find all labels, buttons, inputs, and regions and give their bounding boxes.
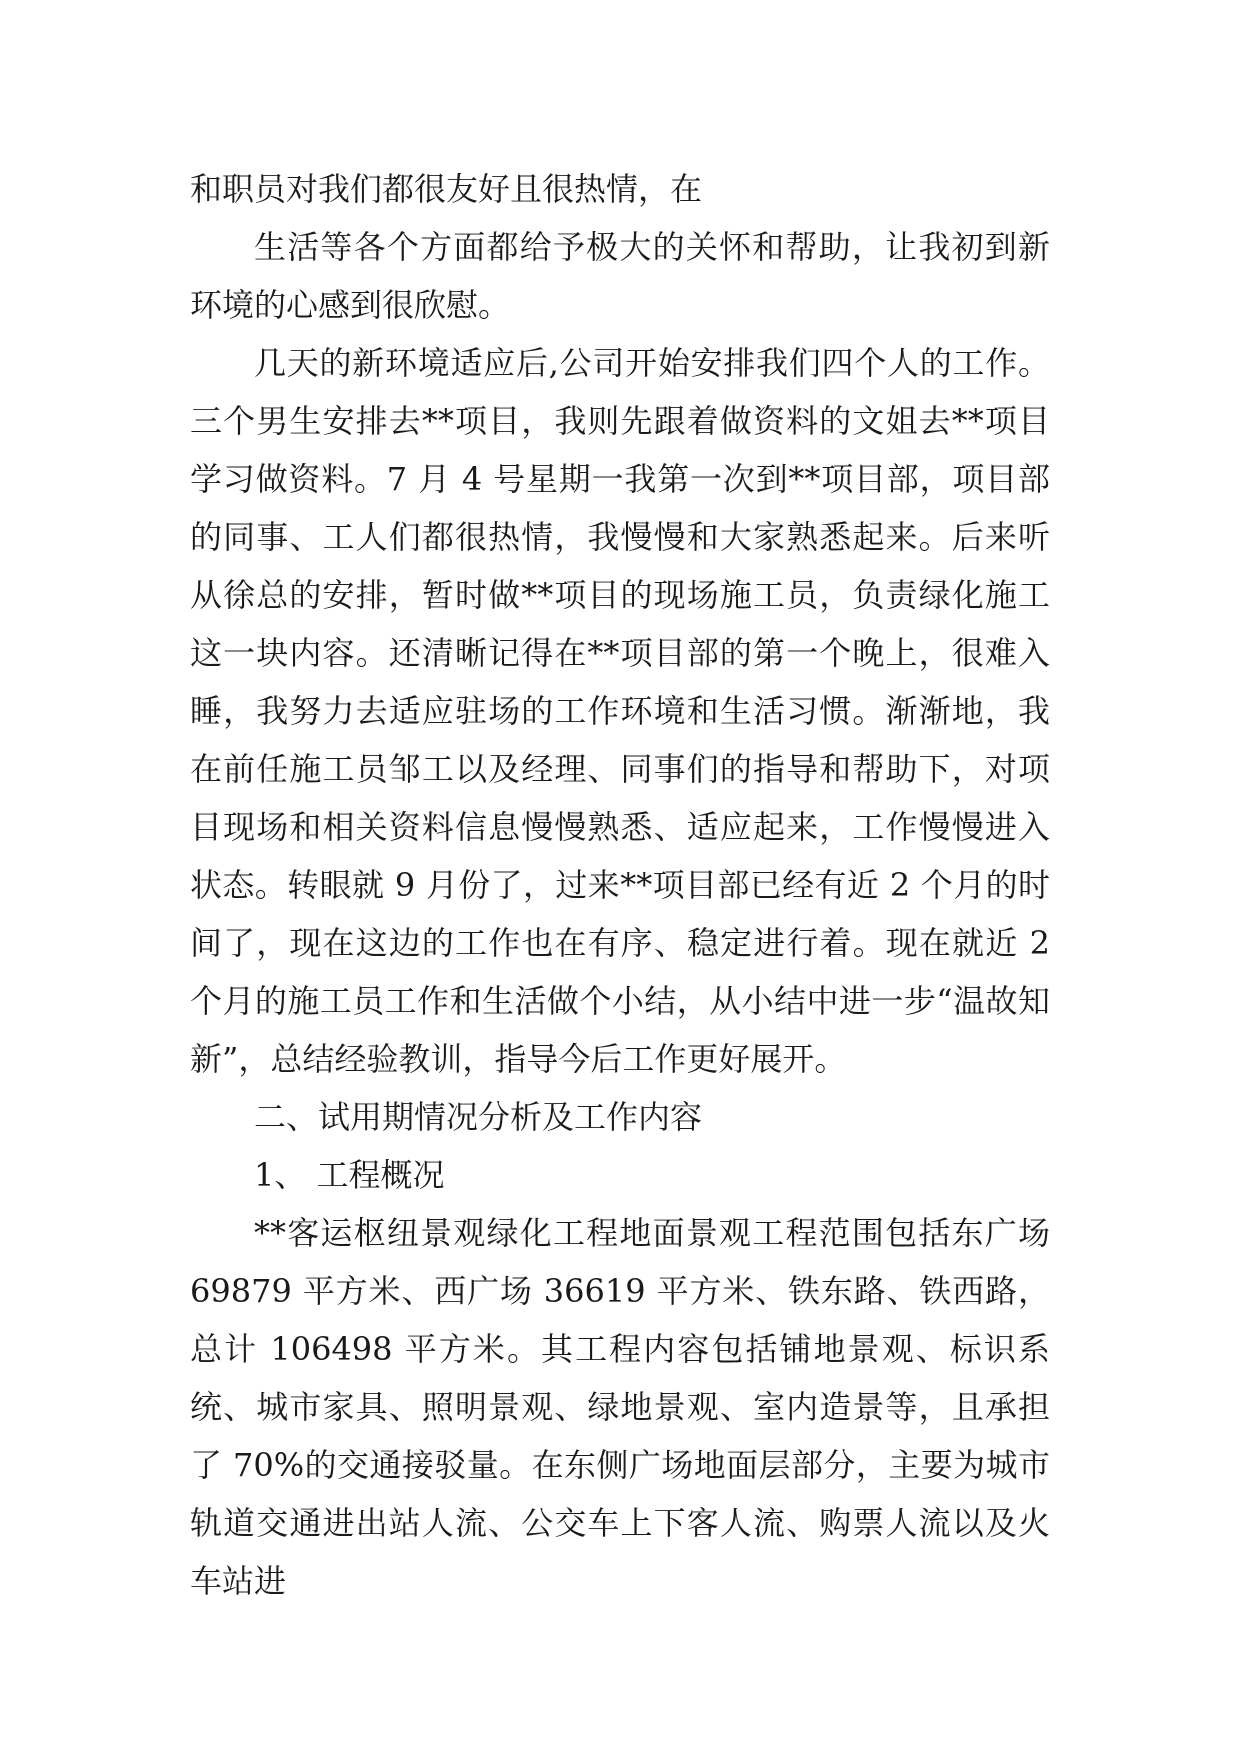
section-heading-probation-analysis: 二、试用期情况分析及工作内容 <box>254 1098 703 1136</box>
subsection-heading-project-overview: 1、 工程概况 <box>254 1156 445 1194</box>
paragraph-work-arrangement: 几天的新环境适应后,公司开始安排我们四个人的工作。三个男生安排去**项目，我则先跟着做资料的文姐去**项目学习做资料。7 月 4 号星期一我第一次到**项目部，项目部的同事、工人们都很热情，我慢慢和大家熟悉起来。后来听从徐总的安排，暂时做**项目的现场施工员，负责绿化施工这一块内容。还清晰记得在**项目部的第一个晚上，很难入睡，我努力去适应驻场的工作环境和生活习惯。渐渐地，我在前任施工员邹工以及经理、同事们的指导和帮助下，对项目现场和相关资料信息慢慢熟悉、适应起来，工作慢慢进入状态。转眼就 9 月份了，过来**项目部已经有近 2 个月的时间了，现在这边的工作也在有序、稳定进行着。现在就近 2 个月的施工员工作和生活做个小结，从小结中进一步“温故知新”，总结经验教训，指导今后工作更好展开。 <box>190 344 1050 1078</box>
paragraph-continuation: 和职员对我们都很友好且很热情，在 <box>190 170 703 208</box>
document-body <box>190 160 1050 1610</box>
paragraph-project-scope: **客运枢纽景观绿化工程地面景观工程范围包括东广场 69879 平方米、西广场 36619 平方米、铁东路、铁西路，总计 106498 平方米。其工程内容包括铺地景观、标识系统、城市家具、照明景观、绿地景观、室内造景等，且承担了 70%的交通接驳量。在东侧广场地面层部分，主要为城市轨道交通进出站人流、公交车上下客人流、购票人流以及火车站进 <box>190 1214 1050 1600</box>
paragraph-life-care: 生活等各个方面都给予极大的关怀和帮助，让我初到新环境的心感到很欣慰。 <box>190 228 1050 324</box>
